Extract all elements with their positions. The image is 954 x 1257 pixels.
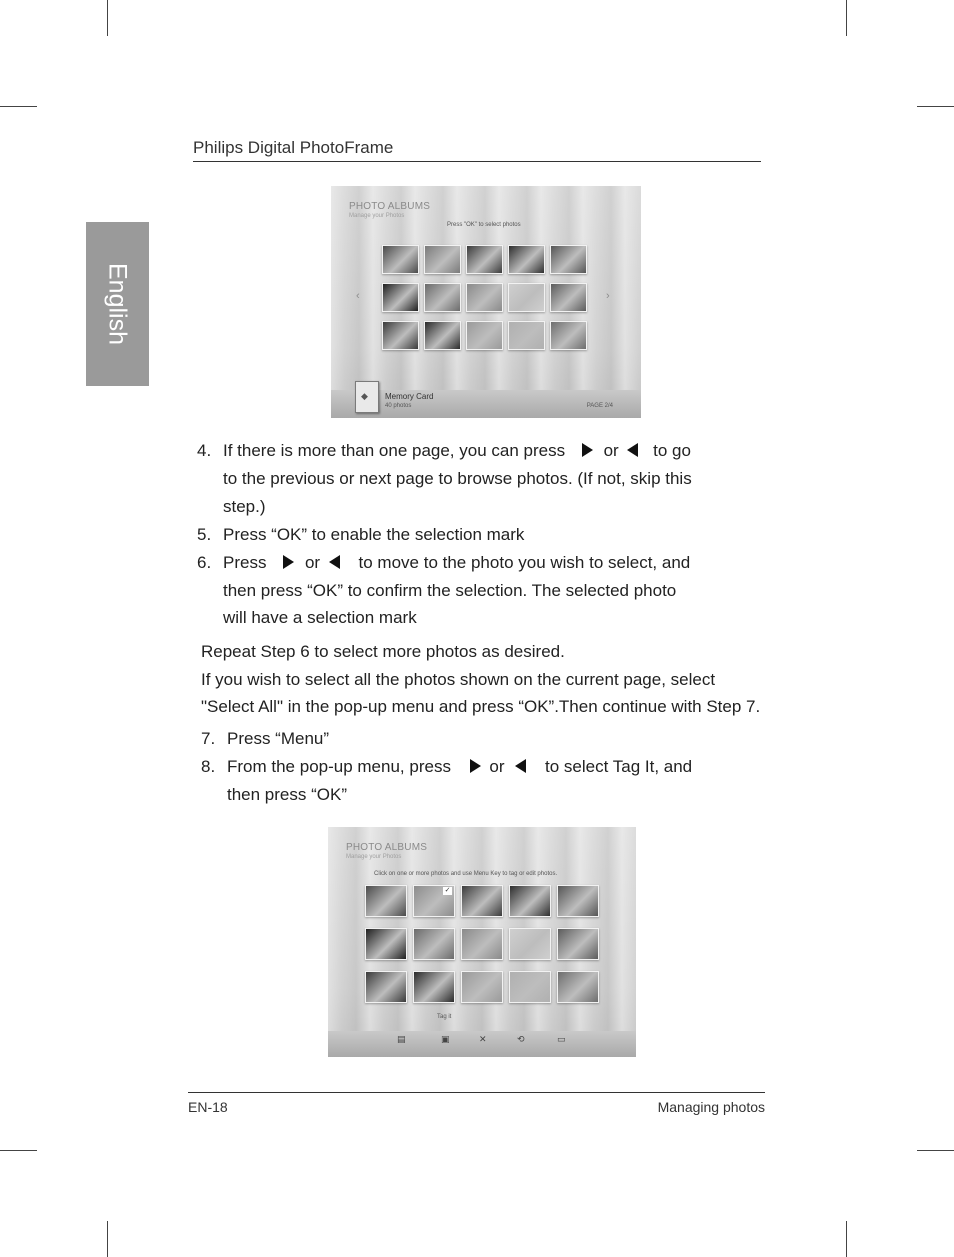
selection-check-icon: ✓ — [444, 887, 451, 894]
photo-thumbnail[interactable] — [466, 283, 503, 312]
right-arrow-icon — [283, 555, 294, 569]
rotate-icon: ⟲ — [517, 1034, 525, 1044]
step-text — [227, 757, 692, 777]
step-number: 8. — [201, 757, 216, 776]
photo-thumbnail[interactable] — [413, 885, 455, 917]
photo-thumbnail[interactable] — [508, 321, 545, 350]
photo-thumbnail[interactable] — [382, 321, 419, 350]
step-number: 5. — [197, 525, 212, 544]
step-text: to the previous or next page to browse photos. (If not, skip this — [223, 469, 692, 488]
note-text: If you wish to select all the photos shown on the current page, select — [201, 670, 716, 689]
page-header — [193, 138, 761, 162]
album-name: Memory Card — [385, 392, 434, 401]
tag-icon: ▣ — [441, 1034, 450, 1044]
delete-icon: ✕ — [479, 1034, 487, 1044]
thumbnail-grid — [365, 885, 599, 1003]
crop-mark — [0, 1150, 37, 1151]
left-arrow-icon — [627, 443, 638, 457]
tag-it-label: Tag it — [437, 1014, 452, 1020]
step-number: 6. — [197, 553, 212, 572]
prev-page-icon: ‹ — [356, 290, 360, 302]
page-footer — [188, 1092, 765, 1115]
photo-thumbnail[interactable] — [550, 321, 587, 350]
step-text — [223, 553, 690, 573]
screen-title: PHOTO ALBUMS — [349, 201, 431, 212]
step-text: Press “Menu” — [227, 729, 330, 748]
crop-mark — [917, 106, 954, 107]
step-text: then press “OK” to confirm the selection. The selected photo — [223, 581, 677, 600]
photo-thumbnail[interactable] — [550, 283, 587, 312]
photo-thumbnail[interactable] — [382, 245, 419, 274]
step-text: then press “OK” — [227, 785, 347, 804]
step-text-part: to go — [653, 441, 691, 460]
step-text: Press “OK” to enable the selection mark — [223, 525, 525, 544]
step-number: 4. — [197, 441, 212, 460]
photo-albums-screenshot-2 — [328, 827, 636, 1057]
photo-thumbnail[interactable] — [424, 321, 461, 350]
step-text: step.) — [223, 497, 266, 516]
crop-mark — [846, 1221, 847, 1257]
photo-thumbnail[interactable] — [461, 971, 503, 1003]
step-text-part: From the pop-up menu, press — [227, 757, 451, 776]
step-text-part: Press — [223, 553, 267, 572]
step-text-part: If there is more than one page, you can press — [223, 441, 566, 460]
thumbnail-grid — [382, 245, 587, 350]
screen-hint: Click on one or more photos and use Menu Key to tag or edit photos. — [374, 871, 558, 877]
photo-thumbnail[interactable] — [509, 928, 551, 960]
right-arrow-icon — [470, 759, 481, 773]
photo-albums-screenshot-1 — [331, 186, 641, 418]
photo-thumbnail[interactable] — [413, 971, 455, 1003]
screen-title: PHOTO ALBUMS — [346, 842, 428, 853]
left-arrow-icon — [515, 759, 526, 773]
crop-mark — [846, 0, 847, 36]
photo-thumbnail[interactable] — [382, 283, 419, 312]
screen-subtitle: Manage your Photos — [346, 854, 402, 860]
language-label: English — [103, 263, 132, 345]
or-word: or — [489, 757, 505, 776]
photo-thumbnail[interactable] — [365, 885, 407, 917]
step-text: will have a selection mark — [223, 608, 417, 627]
screen-subtitle: Manage your Photos — [349, 213, 405, 219]
right-arrow-icon — [582, 443, 593, 457]
note-text: "Select All" in the pop-up menu and press “OK”.Then continue with Step 7. — [201, 697, 761, 716]
photo-thumbnail[interactable] — [508, 245, 545, 274]
crop-mark — [107, 1221, 108, 1257]
crop-mark — [107, 0, 108, 36]
photo-thumbnail[interactable] — [509, 885, 551, 917]
album-count: 40 photos — [385, 403, 412, 409]
photo-thumbnail[interactable] — [557, 885, 599, 917]
or-word: or — [603, 441, 619, 460]
photo-thumbnail[interactable] — [365, 928, 407, 960]
note-text: Repeat Step 6 to select more photos as desired. — [201, 642, 565, 661]
photo-thumbnail[interactable] — [424, 283, 461, 312]
photo-thumbnail[interactable] — [461, 928, 503, 960]
photo-thumbnail[interactable] — [557, 971, 599, 1003]
photo-thumbnail[interactable] — [461, 885, 503, 917]
step-text-part: to select Tag It, and — [545, 757, 693, 776]
crop-mark — [917, 1150, 954, 1151]
page-number: EN-18 — [188, 1099, 228, 1115]
header-title: Philips Digital PhotoFrame — [193, 138, 394, 157]
memory-card-icon: ◆ — [355, 381, 379, 413]
photo-thumbnail[interactable] — [466, 245, 503, 274]
photo-thumbnail[interactable] — [413, 928, 455, 960]
step-text-part: to move to the photo you wish to select, and — [358, 553, 691, 572]
copy-icon: ▭ — [557, 1034, 566, 1044]
section-name: Managing photos — [657, 1099, 765, 1115]
photo-thumbnail[interactable] — [466, 321, 503, 350]
or-word: or — [304, 553, 321, 572]
next-page-icon: › — [606, 290, 610, 302]
photo-thumbnail[interactable] — [424, 245, 461, 274]
photo-thumbnail[interactable] — [509, 971, 551, 1003]
page-indicator: PAGE 2/4 — [586, 403, 613, 409]
step-text — [223, 441, 691, 461]
step-number: 7. — [201, 729, 216, 748]
slideshow-icon: ▤ — [397, 1034, 406, 1044]
language-tab — [86, 222, 149, 386]
photo-thumbnail[interactable] — [508, 283, 545, 312]
photo-thumbnail[interactable] — [557, 928, 599, 960]
screen-hint: Press "OK" to select photos — [447, 222, 521, 228]
photo-thumbnail[interactable] — [365, 971, 407, 1003]
photo-thumbnail[interactable] — [550, 245, 587, 274]
left-arrow-icon — [329, 555, 340, 569]
crop-mark — [0, 106, 37, 107]
